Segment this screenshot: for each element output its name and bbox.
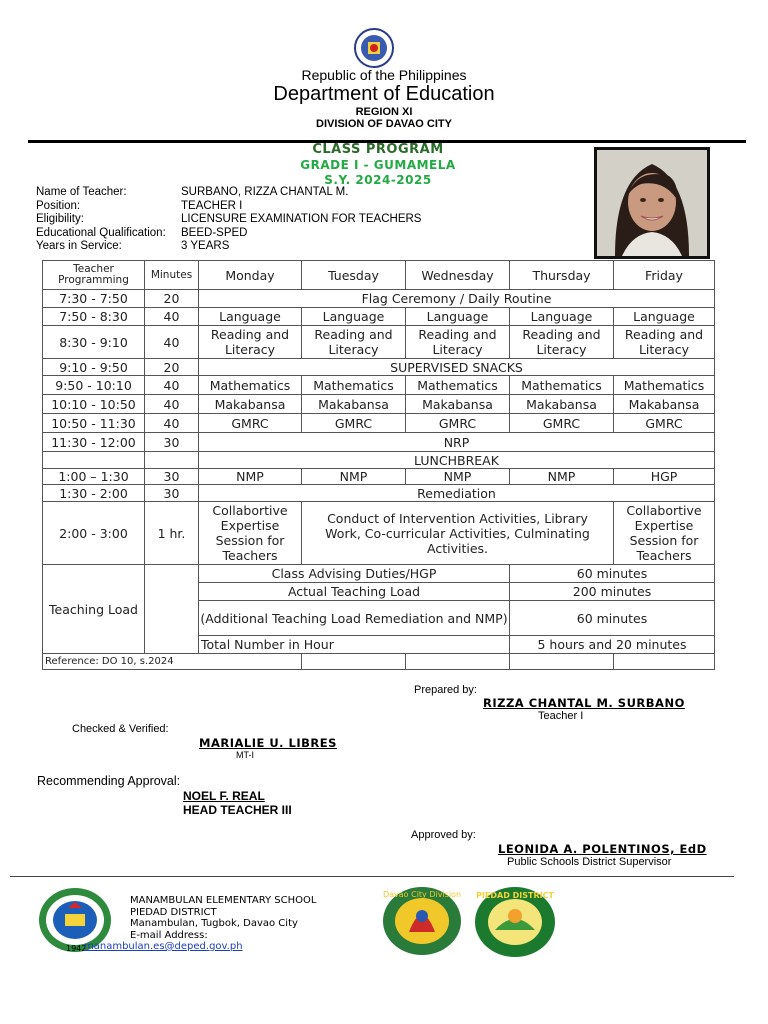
logo-text: PIEDAD DISTRICT [476, 891, 554, 900]
time-cell [43, 452, 145, 469]
email-label: E-mail Address: [130, 929, 208, 941]
span-cell: Flag Ceremony / Daily Routine [199, 290, 715, 308]
schedule-table [42, 260, 715, 670]
subject-cell: GMRC [510, 414, 614, 433]
checked-title: MT-I [236, 750, 254, 760]
info-label: Name of Teacher: [36, 186, 127, 198]
table-row [43, 469, 715, 485]
time-cell: 10:50 - 11:30 [43, 414, 145, 433]
piedad-district-logo [473, 886, 557, 958]
subject-cell: Makabansa [302, 395, 406, 414]
table-row [43, 433, 715, 452]
time-cell: 1:00 – 1:30 [43, 469, 145, 485]
subject-cell: Mathematics [510, 376, 614, 395]
minutes-cell: 20 [145, 290, 199, 308]
load-item-value: 60 minutes [510, 601, 715, 636]
recommend-name: NOEL F. REAL [183, 789, 265, 803]
deped-seal-logo [348, 28, 400, 68]
subject-cell: Reading and Literacy [406, 326, 510, 359]
table-row [43, 290, 715, 308]
subject-cell: Language [199, 308, 302, 326]
header-cell: Monday [199, 261, 302, 290]
subject-cell: Language [510, 308, 614, 326]
division-label: DIVISION OF DAVAO CITY [316, 118, 452, 130]
school-address: Manambulan, Tugbok, Davao City [130, 918, 298, 929]
table-row [43, 326, 715, 359]
program-grade: GRADE I - GUMAMELA [300, 158, 456, 172]
reference-text: Reference: DO 10, s.2024 [43, 654, 302, 670]
minutes-cell: 40 [145, 308, 199, 326]
subject-cell: GMRC [406, 414, 510, 433]
time-cell: 1:30 - 2:00 [43, 485, 145, 502]
approved-label: Approved by: [411, 829, 476, 841]
subject-cell: NMP [406, 469, 510, 485]
approved-title: Public Schools District Supervisor [507, 856, 672, 868]
minutes-cell: 30 [145, 485, 199, 502]
school-address-block [84, 895, 317, 953]
reference-blank [614, 654, 715, 670]
intervention-cell: Conduct of Intervention Activities, Library Work, Co-curricular Activities, Culminating Activities. [302, 502, 614, 565]
department-title: Department of Education [273, 83, 495, 105]
minutes-cell [145, 452, 199, 469]
subject-cell: Makabansa [406, 395, 510, 414]
teacher-info [36, 186, 421, 254]
info-label: Position: [36, 199, 81, 212]
header-cell: Wednesday [406, 261, 510, 290]
subject-cell: Mathematics [406, 376, 510, 395]
time-cell: 10:10 - 10:50 [43, 395, 145, 414]
subject-cell: GMRC [614, 414, 715, 433]
program-title: CLASS PROGRAM [312, 142, 444, 157]
table-row [43, 452, 715, 469]
minutes-cell: 40 [145, 326, 199, 359]
region-label: REGION XI [355, 106, 413, 118]
subject-cell: Makabansa [199, 395, 302, 414]
minutes-cell: 30 [145, 469, 199, 485]
table-row [43, 395, 715, 414]
table-row-collab [43, 502, 715, 565]
time-cell: 9:50 - 10:10 [43, 376, 145, 395]
prepared-label: Prepared by: [414, 684, 477, 696]
approved-name: LEONIDA A. POLENTINOS, EdD [498, 842, 707, 856]
teacher-photo [594, 147, 710, 259]
reference-row [43, 654, 715, 670]
info-label: Educational Qualification: [36, 226, 166, 239]
load-item-label: (Additional Teaching Load Remediation and NMP) [199, 601, 510, 636]
prepared-name: RIZZA CHANTAL M. SURBANO [483, 696, 685, 710]
load-row [43, 565, 715, 583]
school-district: PIEDAD DISTRICT [130, 906, 217, 918]
header-cell: Teacher Programming [43, 261, 145, 290]
info-value: BEED-SPED [181, 226, 248, 239]
republic-label: Republic of the Philippines [301, 67, 467, 83]
teaching-load-label: Teaching Load [43, 565, 145, 654]
time-cell: 7:30 - 7:50 [43, 290, 145, 308]
table-row [43, 414, 715, 433]
collab-cell-monday: Collabortive Expertise Session for Teachers [199, 502, 302, 565]
info-row-eligibility [36, 213, 421, 227]
prepared-title: Teacher I [538, 710, 584, 722]
reference-blank [302, 654, 406, 670]
minutes-cell: 30 [145, 433, 199, 452]
subject-cell: Language [614, 308, 715, 326]
time-cell: 9:10 - 9:50 [43, 359, 145, 376]
minutes-cell: 1 hr. [145, 502, 199, 565]
minutes-cell: 40 [145, 414, 199, 433]
school-name: MANAMBULAN ELEMENTARY SCHOOL [130, 895, 317, 906]
subject-cell: GMRC [302, 414, 406, 433]
subject-cell: HGP [614, 469, 715, 485]
subject-cell: NMP [302, 469, 406, 485]
subject-cell: Reading and Literacy [614, 326, 715, 359]
load-minutes-blank [145, 565, 199, 654]
span-cell: LUNCHBREAK [199, 452, 715, 469]
info-row-name [36, 186, 421, 200]
subject-cell: Reading and Literacy [510, 326, 614, 359]
load-item-value: 60 minutes [510, 565, 715, 583]
subject-cell: Mathematics [614, 376, 715, 395]
load-total-value: 5 hours and 20 minutes [510, 636, 715, 654]
subject-cell: Reading and Literacy [302, 326, 406, 359]
table-row [43, 485, 715, 502]
span-cell: NRP [199, 433, 715, 452]
info-value: SURBANO, RIZZA CHANTAL M. [181, 186, 349, 198]
subject-cell: NMP [510, 469, 614, 485]
subject-cell: Language [302, 308, 406, 326]
reference-blank [510, 654, 614, 670]
subject-cell: Makabansa [510, 395, 614, 414]
subject-cell: Mathematics [302, 376, 406, 395]
collab-cell-friday: Collabortive Expertise Session for Teachers [614, 502, 715, 565]
subject-cell: Makabansa [614, 395, 715, 414]
info-label: Years in Service: [36, 240, 122, 252]
span-cell: SUPERVISED SNACKS [199, 359, 715, 376]
info-value: 3 YEARS [181, 240, 230, 252]
checked-name: MARIALIE U. LIBRES [199, 736, 337, 750]
school-id-fragment: 1942 [66, 944, 87, 953]
load-item-label: Actual Teaching Load [199, 583, 510, 601]
table-row [43, 359, 715, 376]
subject-cell: Language [406, 308, 510, 326]
span-cell: Remediation [199, 485, 715, 502]
subject-cell: Reading and Literacy [199, 326, 302, 359]
load-item-value: 200 minutes [510, 583, 715, 601]
subject-cell: Mathematics [199, 376, 302, 395]
info-value: TEACHER I [181, 199, 243, 212]
header-cell: Friday [614, 261, 715, 290]
davao-division-logo [381, 886, 463, 956]
table-header-row [43, 261, 715, 290]
minutes-cell: 20 [145, 359, 199, 376]
time-cell: 7:50 - 8:30 [43, 308, 145, 326]
info-row-years [36, 240, 421, 254]
info-value: LICENSURE EXAMINATION FOR TEACHERS [181, 213, 422, 225]
time-cell: 8:30 - 9:10 [43, 326, 145, 359]
load-item-label: Class Advising Duties/HGP [199, 565, 510, 583]
subject-cell: GMRC [199, 414, 302, 433]
checked-label: Checked & Verified: [72, 723, 169, 735]
recommend-title: HEAD TEACHER III [183, 803, 292, 817]
info-row-qualification [36, 227, 421, 241]
load-total-label: Total Number in Hour [199, 636, 510, 654]
program-school-year: S.Y. 2024-2025 [324, 173, 432, 187]
header-cell: Thursday [510, 261, 614, 290]
table-row [43, 376, 715, 395]
header-cell: Minutes [145, 261, 199, 290]
minutes-cell: 40 [145, 376, 199, 395]
logo-text: Davao City Division [382, 890, 462, 899]
header-cell: Tuesday [302, 261, 406, 290]
email-link[interactable]: manambulan.es@deped.gov.ph [84, 941, 243, 952]
table-row [43, 308, 715, 326]
info-row-position [36, 200, 421, 214]
time-cell: 2:00 - 3:00 [43, 502, 145, 565]
info-label: Eligibility: [36, 213, 84, 225]
minutes-cell: 40 [145, 395, 199, 414]
footer-divider [10, 876, 734, 877]
subject-cell: NMP [199, 469, 302, 485]
reference-blank [406, 654, 510, 670]
recommend-label: Recommending Approval: [37, 774, 181, 788]
time-cell: 11:30 - 12:00 [43, 433, 145, 452]
